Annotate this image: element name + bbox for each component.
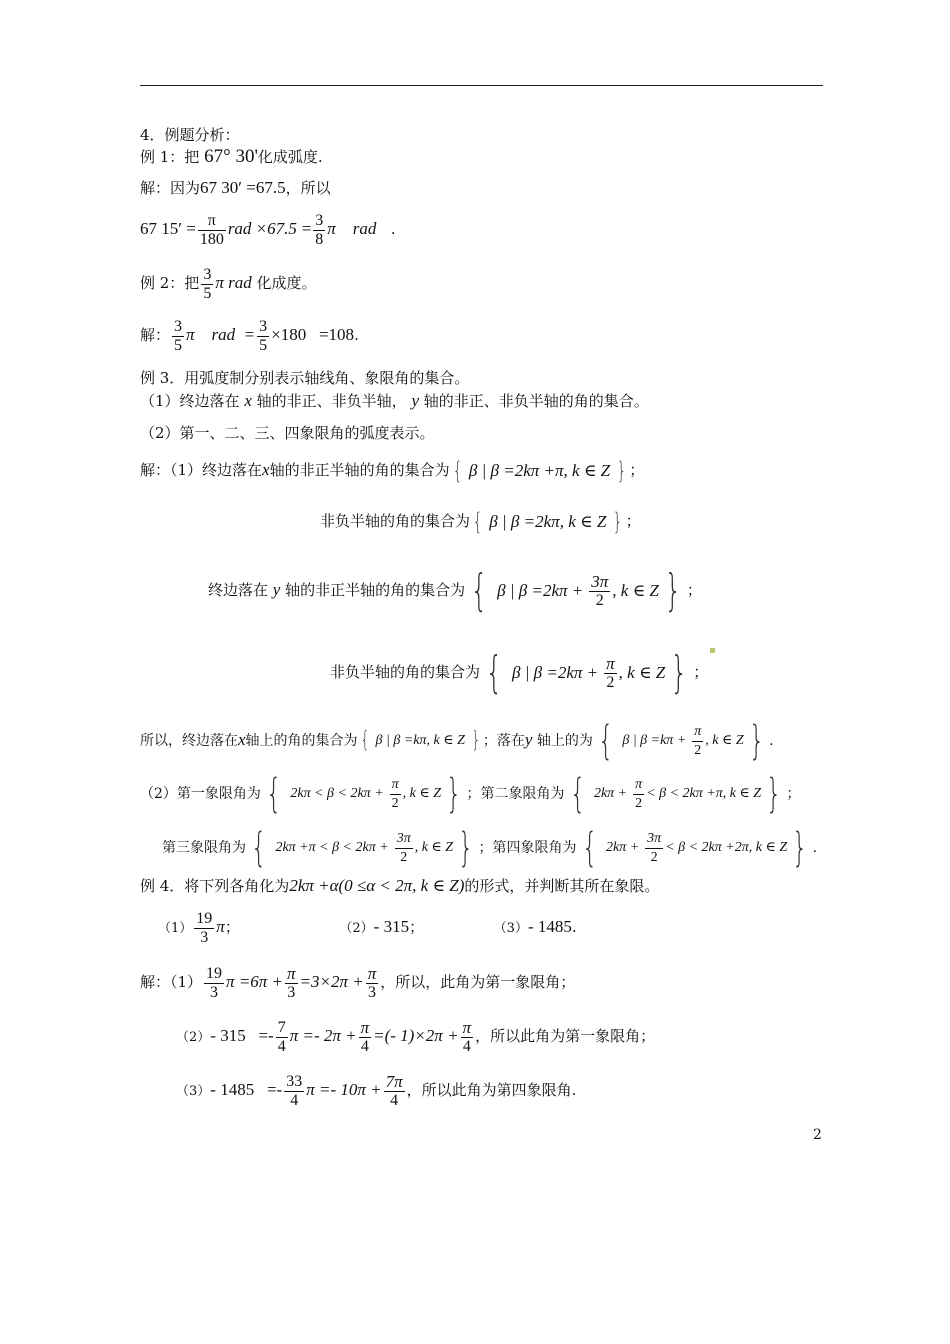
example-3-question-1: （1）终边落在 x 轴的非正、非负半轴， y 轴的非正、非负半轴的角的集合。 [140, 391, 649, 410]
example-3-solution-2: 非负半轴的角的集合为 { β | β =2kπ, k ∈ Z } ； [320, 508, 641, 536]
example-4-solution-2: （2）- 315 =- $\frac{7}{4}$ π =- 2π + $\frac{\pi}{4}$ =(- 1)×2π + $\frac{\pi}{4}$ ，所以此角为第一象限角； [176, 1017, 656, 1055]
example-3-question-2: （2）第一、二、三、四象限角的弧度表示。 [140, 424, 435, 442]
example-1-title: 例 1：把 67° 30'化成弧度. [140, 146, 323, 167]
example-3-solution-3: 终边落在 y 轴的非正半轴的角的集合为 { β | β =2kπ + $\frac{3\pi}{2}$ , k ∈ Z } ； [208, 565, 702, 616]
example-3-solution-1: 解：（1）终边落在x轴的非正半轴的角的集合为 { β | β =2kπ +π, k ∈ Z } ； [140, 457, 645, 485]
example-1-solution-line: 解：因为67 30′ =67.5，所以 [140, 178, 331, 197]
example-4-solution-3: （3）- 1485 =- $\frac{33}{4}$ π =- 10π + $\frac{7\pi}{4}$ ，所以此角为第四象限角. [176, 1071, 577, 1109]
page-number: 2 [813, 1127, 822, 1143]
example-4-problems: （1） $\frac{19}{3}$ π； （2）- 315； （3）- 1485. [158, 909, 577, 946]
example-3-title: 例 3．用弧度制分别表示轴线角、象限角的集合。 [140, 369, 470, 387]
section-title: 4．例题分析： [140, 126, 240, 144]
example-3-solution-4: 非负半轴的角的集合为 { β | β =2kπ + $\frac{\pi}{2}$ , k ∈ Z } ； [330, 648, 715, 697]
example-2-solution: 解： $\frac{3}{5}$ π rad = $\frac{3}{5}$ ×180 =108. [140, 317, 359, 354]
example-3-quadrants-3-4: 第三象限角为 { 2kπ +π < β < 2kπ + $\frac{3\pi}{2}$ , k ∈ Z } ；第四象限角为 { 2kπ + $\frac{3\pi}{2}$ < β < 2kπ +2π, k ∈ Z } . [162, 825, 818, 871]
example-1-equation: 67 15′ = $\frac{\pi}{180}$ rad ×67.5 = $\frac{3}{8}$ π rad . [140, 211, 396, 248]
marker-dot [710, 648, 715, 653]
header-rule [140, 85, 823, 86]
example-4-title: 例 4．将下列各角化为2kπ +α(0 ≤α < 2π, k ∈ Z)的形式，并判断其所在象限。 [140, 876, 660, 895]
example-4-solution-1: 解：（1） $\frac{19}{3}$ π =6π + $\frac{\pi}{3}$ =3×2π + $\frac{\pi}{3}$ ，所以，此角为第一象限角； [140, 963, 576, 1001]
example-3-solution-5: 所以，终边落在x轴上的角的集合为 { β | β =kπ, k ∈ Z } ；落在y 轴上的为 { β | β =kπ + $\frac{\pi}{2}$ , k ∈ Z } . [140, 718, 774, 764]
example-2-title: 例 2：把 $\frac{3}{5}$ π rad 化成度。 [140, 265, 317, 302]
example-3-quadrants-1-2: （2）第一象限角为 { 2kπ < β < 2kπ + $\frac{\pi}{2}$ , k ∈ Z } ；第二象限角为 { 2kπ + $\frac{\pi}{2}$ < β < 2kπ +π, k ∈ Z } ； [140, 771, 801, 817]
